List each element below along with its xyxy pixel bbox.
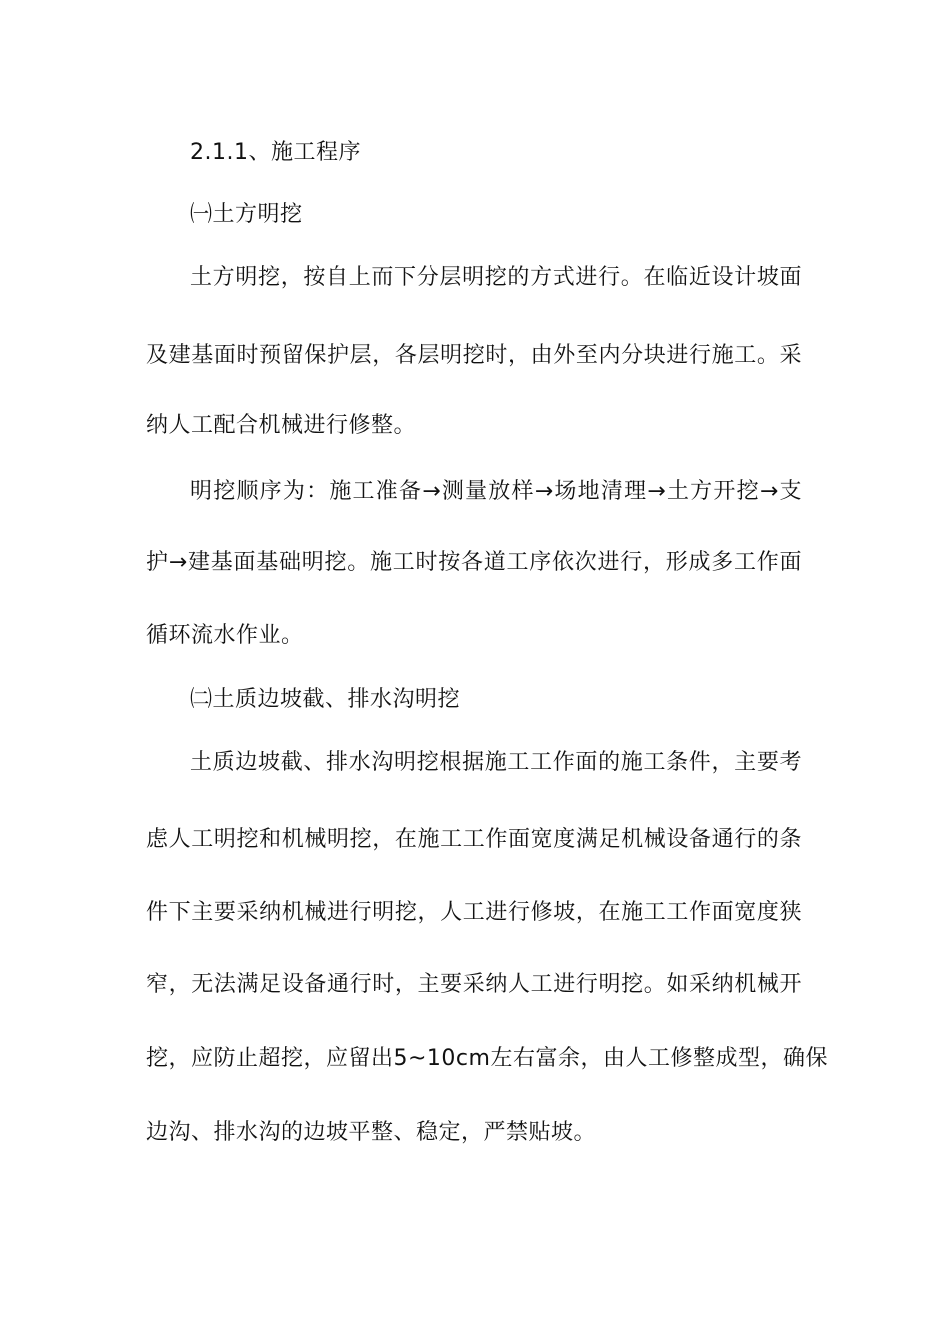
paragraph-line: 土质边坡截、排水沟明挖根据施工工作面的施工条件，主要考 <box>190 750 802 775</box>
subsection-heading-2: ㈡土质边坡截、排水沟明挖 <box>190 687 461 712</box>
paragraph-line: 件下主要采纳机械进行明挖，人工进行修坡，在施工工作面宽度狭 <box>146 900 802 925</box>
paragraph-line: 护→建基面基础明挖。施工时按各道工序依次进行，形成多工作面 <box>146 550 802 575</box>
paragraph-line: 边沟、排水沟的边坡平整、稳定，严禁贴坡。 <box>146 1120 597 1145</box>
paragraph-line: 虑人工明挖和机械明挖，在施工工作面宽度满足机械设备通行的条 <box>146 827 802 852</box>
section-heading: 2.1.1、施工程序 <box>190 140 361 165</box>
paragraph-line: 纳人工配合机械进行修整。 <box>146 413 417 438</box>
paragraph-line: 窄，无法满足设备通行时，主要采纳人工进行明挖。如采纳机械开 <box>146 972 802 997</box>
paragraph-line: 土方明挖，按自上而下分层明挖的方式进行。在临近设计坡面 <box>190 265 802 290</box>
paragraph-line: 明挖顺序为：施工准备→测量放样→场地清理→土方开挖→支 <box>190 479 802 504</box>
subsection-heading-1: ㈠土方明挖 <box>190 202 303 227</box>
paragraph-line: 挖，应防止超挖，应留出5~10cm左右富余，由人工修整成型，确保 <box>146 1046 828 1071</box>
paragraph-line: 及建基面时预留保护层，各层明挖时，由外至内分块进行施工。采 <box>146 343 802 368</box>
paragraph-line: 循环流水作业。 <box>146 623 304 648</box>
